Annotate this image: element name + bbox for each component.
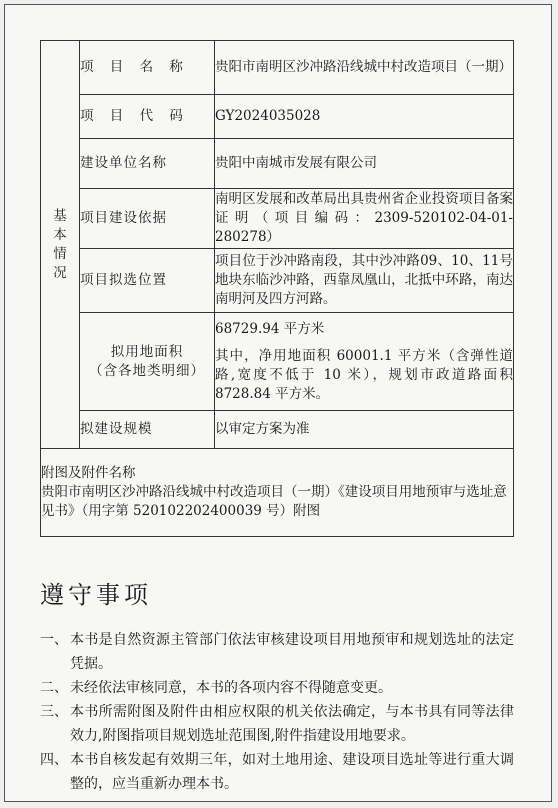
value-land-area-total: 68729.94 平方米 — [215, 320, 325, 337]
table-row — [41, 313, 514, 411]
attachments-content: 贵阳市南明区沙冲路沿线城中村改造项目（一期）《建设项目用地预审与选址意见书》（用字第 520102202400039 号）附图 — [41, 484, 507, 519]
table-row — [41, 41, 514, 95]
label-project-location: 项目拟选位置 — [80, 249, 215, 313]
basic-info-table — [40, 40, 514, 537]
list-item — [40, 676, 514, 700]
section-label-char: 情 — [53, 245, 67, 262]
note-text: 本书所需附图及附件由相应权限的机关依法确定，与本书具有同等法律效力,附图指项目规划选址范围图,附件指建设用地要求。 — [70, 704, 514, 744]
table-row — [41, 449, 514, 537]
list-item — [40, 748, 514, 796]
value-land-area — [215, 313, 514, 411]
note-text: 本书自核发起有效期三年，如对土地用途、建设项目选址等进行重大调整的，应当重新办理本书。 — [70, 752, 514, 792]
attachments-cell — [41, 449, 514, 537]
table-row — [41, 95, 514, 139]
label-project-code: 项 目 代 码 — [80, 95, 215, 139]
label-land-area-line1: 拟用地面积 — [110, 343, 184, 360]
table-row — [41, 189, 514, 249]
value-land-area-detail: 其中，净用地面积 60001.1 平方米（含弹性道路,宽度不低于 10 米），规划市政道路面积 8728.84 平方米。 — [215, 347, 513, 402]
note-text: 本书是自然资源主管部门依法审核建设项目用地预审和规划选址的法定凭据。 — [70, 632, 514, 672]
label-construction-unit: 建设单位名称 — [80, 139, 215, 189]
section-label-char: 基 — [53, 207, 67, 224]
value-project-location: 项目位于沙冲路南段，其中沙冲路09、10、11号地块东临沙冲路，西靠凤凰山，北抵中环路，南达南明河及四方河路。 — [215, 249, 514, 313]
section-label-char: 况 — [53, 264, 67, 281]
section-label-char: 本 — [53, 226, 67, 243]
note-number: 四、 — [40, 752, 68, 768]
note-number: 三、 — [40, 704, 68, 720]
value-construction-scale: 以审定方案为准 — [215, 411, 514, 449]
section-label-text — [41, 207, 79, 283]
notes-title: 遵守事项 — [40, 581, 152, 609]
section-label-basic-info — [41, 41, 80, 449]
attachments-title: 附图及附件名称 — [41, 465, 136, 481]
note-text: 未经依法审核同意，本书的各项内容不得随意变更。 — [70, 680, 392, 696]
list-item — [40, 700, 514, 748]
note-number: 二、 — [40, 680, 68, 696]
label-project-name: 项 目 名 称 — [80, 41, 215, 95]
notes-list — [40, 628, 514, 796]
label-land-area-line2: （含各地类明细） — [89, 362, 205, 379]
table-row — [41, 249, 514, 313]
label-construction-scale: 拟建设规模 — [80, 411, 215, 449]
value-construction-unit: 贵阳中南城市发展有限公司 — [215, 139, 514, 189]
notes-section — [40, 575, 514, 796]
label-project-basis: 项目建设依据 — [80, 189, 215, 249]
label-land-area — [80, 313, 215, 411]
value-project-basis: 南明区发展和改革局出具贵州省企业投资项目备案证明（项目编码：2309-520102-04-01-280278） — [215, 189, 514, 249]
list-item — [40, 628, 514, 676]
value-project-name: 贵阳市南明区沙冲路沿线城中村改造项目（一期） — [215, 41, 514, 95]
table-row — [41, 139, 514, 189]
value-project-code: GY2024035028 — [215, 95, 514, 139]
note-number: 一、 — [40, 632, 68, 648]
table-row — [41, 411, 514, 449]
